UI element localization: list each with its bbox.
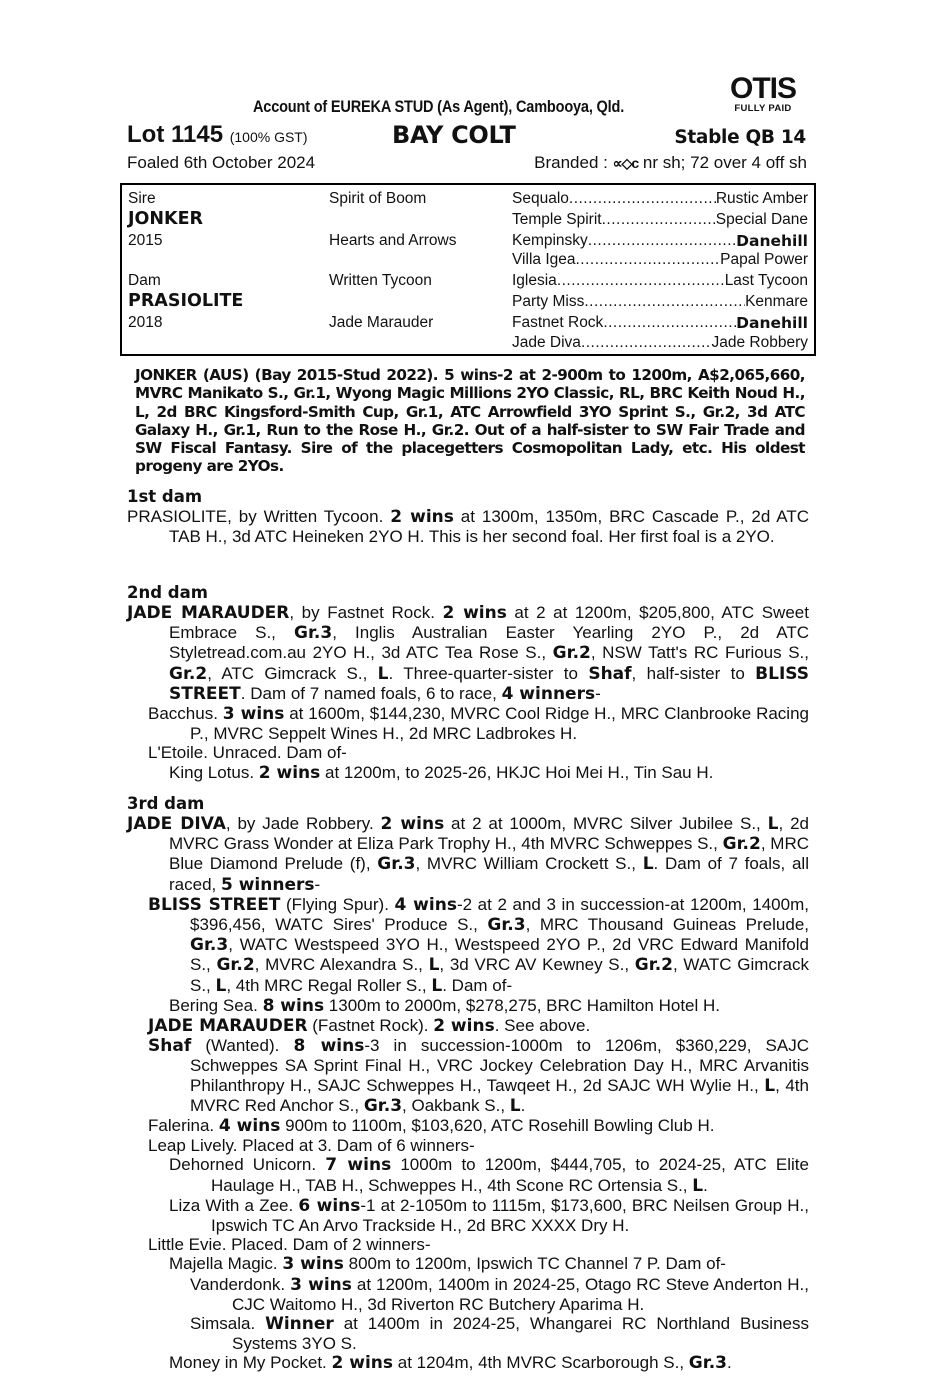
section-heading: 2nd dam bbox=[127, 583, 208, 602]
dam-name: JADE MARAUDER bbox=[127, 603, 290, 623]
stable-location: Stable QB 14 bbox=[674, 127, 806, 148]
race-grade: L bbox=[764, 1075, 776, 1096]
progeny-record: JADE MARAUDER (Fastnet Rock). 2 wins. See above. bbox=[148, 1016, 591, 1037]
third-dam-section bbox=[127, 794, 809, 1374]
race-grade: L bbox=[428, 955, 440, 976]
sire-label: Sire bbox=[128, 190, 156, 207]
granddam-sire: Special Dane bbox=[715, 211, 808, 228]
lot-number bbox=[127, 121, 308, 149]
second-dam-record: JADE MARAUDER, by Fastnet Rock. 2 wins at 2 at 1200m, $205,800, ATC Sweet Embrace S., Gr.3, Inglis Australian Easter Yearling 2YO P., 2d ATC Styletread.com.au 2YO H., 3d ATC Tea Rose S., Gr.2, NSW Tatt's RC Furious S., Gr.2, ATC Gimcrack S., L. Three-quarter-sister to Shaf, half-sister to BLISS STREET. Dam of 7 named foals, 6 to race, 4 winners- bbox=[127, 603, 810, 704]
lot-label: Lot 1145 bbox=[127, 121, 224, 148]
granddam: Jade Diva bbox=[512, 334, 581, 351]
grandsire-sire: Last Tycoon bbox=[724, 272, 808, 289]
race-grade: L bbox=[377, 663, 389, 684]
grandparent-row bbox=[512, 271, 808, 291]
granddam: Villa Igea bbox=[512, 251, 576, 268]
wins-count: 4 wins bbox=[394, 894, 457, 915]
leader-dots bbox=[588, 231, 736, 251]
race-grade: Gr.3 bbox=[688, 1353, 727, 1374]
leader-dots bbox=[581, 333, 712, 353]
grandparent-row bbox=[512, 250, 808, 270]
progeny-record: Bering Sea. 8 wins 1300m to 2000m, $278,275, BRC Hamilton Hotel H. bbox=[169, 995, 721, 1016]
race-grade: L bbox=[692, 1175, 704, 1196]
sire-name: JONKER bbox=[128, 209, 204, 229]
leader-dots bbox=[603, 313, 736, 333]
pedigree-table bbox=[120, 183, 816, 356]
grandparent-row bbox=[512, 231, 808, 251]
race-grade: Gr.2 bbox=[722, 834, 761, 855]
wins-count: 8 wins bbox=[262, 995, 325, 1016]
granddam: Party Miss bbox=[512, 293, 585, 310]
race-grade: Gr.2 bbox=[216, 955, 255, 976]
foaled-date: Foaled 6th October 2024 bbox=[127, 153, 316, 172]
dam-sire: Written Tycoon bbox=[329, 272, 432, 289]
horse-name: BLISS STREET bbox=[148, 894, 281, 915]
progeny-record: King Lotus. 2 wins at 1200m, to 2025-26, HKJC Hoi Mei H., Tin Sau H. bbox=[169, 762, 714, 783]
third-dam-record: JADE DIVA, by Jade Robbery. 2 wins at 2 at 1000m, MVRC Silver Jubilee S., L, 2d MVRC Grass Wonder at Eliza Park Trophy H., 4th MVRC Schweppes S., Gr.2, MRC Blue Diamond Prelude (f), Gr.3, MVRC William Crockett S., L. Dam of 7 foals, all raced, 5 winners- bbox=[127, 814, 809, 895]
race-grade: Gr.2 bbox=[169, 663, 208, 684]
wins-count: 2 wins bbox=[258, 762, 321, 783]
otis-logo-mark: OTIS bbox=[729, 72, 796, 105]
horse-sex-colour: BAY COLT bbox=[392, 121, 516, 149]
brand-mark-icon: ∝◇c bbox=[612, 155, 639, 171]
horse-name: Shaf bbox=[148, 1036, 192, 1057]
race-grade: Gr.3 bbox=[190, 935, 229, 956]
progeny-record: Simsala. Winner at 1400m in 2024-25, Whangarei RC Northland Business Systems 3YO S. bbox=[190, 1314, 809, 1354]
progeny-record: Bacchus. 3 wins at 1600m, $144,230, MVRC Cool Ridge H., MRC Clanbrooke Racing P., MVRC Seppelt Wines H., 2d MRC Ladbrokes H. bbox=[148, 704, 809, 744]
granddam: Temple Spirit bbox=[512, 211, 602, 228]
wins-count: 3 wins bbox=[282, 1254, 344, 1275]
grandparent-row bbox=[512, 210, 808, 230]
second-dam-section bbox=[127, 583, 809, 783]
dam-label: Dam bbox=[128, 272, 161, 289]
vendor-account: Account of EUREKA STUD (As Agent), Cambooya, Qld. bbox=[253, 98, 625, 116]
race-grade: Gr.3 bbox=[487, 915, 526, 936]
grandsire-sire: Rustic Amber bbox=[715, 190, 808, 207]
wins-count: 2 wins bbox=[390, 507, 454, 527]
horse-name: Shaf bbox=[588, 663, 632, 684]
branded-detail: nr sh; 72 over 4 off sh bbox=[642, 153, 807, 172]
section-heading: 1st dam bbox=[127, 487, 203, 506]
wins-count: 7 wins bbox=[325, 1155, 392, 1176]
race-grade: Gr.2 bbox=[552, 643, 591, 664]
race-grade: L bbox=[509, 1095, 521, 1116]
grandparent-row bbox=[512, 313, 808, 333]
winners-count: 4 winners bbox=[501, 683, 596, 704]
progeny-record: Falerina. 4 wins 900m to 1100m, $103,620, ATC Rosehill Bowling Club H. bbox=[148, 1116, 715, 1137]
dam-year: 2018 bbox=[128, 314, 163, 331]
sire-year: 2015 bbox=[128, 232, 163, 249]
horse-name: JADE MARAUDER bbox=[148, 1016, 308, 1037]
brand-description bbox=[534, 153, 807, 173]
progeny-record: Vanderdonk. 3 wins at 1200m, 1400m in 2024-25, Otago RC Steve Anderton H., CJC Waitomo H., 3d Riverton RC Butchery Aparima H. bbox=[190, 1274, 809, 1314]
grandsire: Sequalo bbox=[512, 190, 569, 207]
wins-count: 2 wins bbox=[380, 814, 445, 834]
leader-dots bbox=[602, 210, 716, 230]
text: at 1300m, 1350m, BRC Cascade P., 2d ATC TAB H., 3d ATC Heineken 2YO H. This is her second foal. Her first foal is a 2YO. bbox=[169, 507, 809, 547]
first-dam-record bbox=[127, 507, 809, 546]
otis-fully-paid-label: FULLY PAID bbox=[734, 103, 792, 114]
progeny-record: Little Evie. Placed. Dam of 2 winners- bbox=[148, 1235, 431, 1255]
branded-label: Branded : bbox=[534, 153, 613, 172]
section-heading: 3rd dam bbox=[127, 794, 205, 813]
race-grade: L bbox=[431, 975, 443, 996]
race-grade: Gr.3 bbox=[377, 854, 416, 875]
winners-count: 5 winners bbox=[220, 874, 315, 895]
grandsire: Kempinsky bbox=[512, 232, 588, 249]
granddam-sire: Papal Power bbox=[720, 251, 808, 268]
wins-count: 2 wins bbox=[331, 1353, 394, 1374]
first-dam-section bbox=[127, 487, 809, 546]
grandsire: Iglesia bbox=[512, 272, 557, 289]
otis-logo bbox=[720, 74, 806, 114]
leader-dots bbox=[575, 250, 720, 270]
grandparent-row bbox=[512, 333, 808, 353]
wins-count: 4 wins bbox=[218, 1116, 281, 1137]
wins-count: 3 wins bbox=[290, 1274, 352, 1295]
wins-count: 8 wins bbox=[293, 1036, 365, 1057]
leader-dots bbox=[557, 271, 725, 291]
wins-count: 2 wins bbox=[442, 603, 507, 623]
sire-sire: Spirit of Boom bbox=[329, 190, 427, 207]
grandsire-sire: Danehill bbox=[736, 314, 808, 332]
race-grade: L bbox=[642, 854, 654, 875]
leader-dots bbox=[584, 292, 745, 312]
grandsire-sire: Danehill bbox=[736, 232, 808, 250]
dam-name: PRASIOLITE bbox=[128, 291, 244, 311]
granddam-sire: Kenmare bbox=[745, 293, 808, 310]
dam-dam: Jade Marauder bbox=[329, 314, 434, 331]
race-grade: Gr.3 bbox=[294, 623, 333, 644]
wins-count: 6 wins bbox=[298, 1195, 361, 1216]
wins-count: 3 wins bbox=[222, 704, 285, 725]
progeny-record: Shaf (Wanted). 8 wins-3 in succession-1000m to 1206m, $360,229, SAJC Schweppes SA Sprint Final H., VRC Jockey Celebration Day H., MRC Arvanitis Philanthropy H., SAJC Schweppes H., Tawqeet H., 2d SAJC WH Wylie H., L, 4th MVRC Red Anchor S., Gr.3, Oakbank S., L. bbox=[148, 1036, 809, 1116]
horse-name: BLISS STREET bbox=[169, 663, 809, 704]
grandsire: Fastnet Rock bbox=[512, 314, 604, 331]
progeny-record: Liza With a Zee. 6 wins-1 at 2-1050m to 1115m, $173,600, BRC Neilsen Group H., Ipswich TC An Arvo Trackside H., 2d BRC XXXX Dry H. bbox=[169, 1195, 809, 1236]
wins-count: Winner bbox=[265, 1314, 334, 1335]
race-grade: L bbox=[215, 975, 227, 996]
progeny-record: Money in My Pocket. 2 wins at 1204m, 4th MVRC Scarborough S., Gr.3. bbox=[169, 1353, 732, 1374]
progeny-record: Majella Magic. 3 wins 800m to 1200m, Ipswich TC Channel 7 P. Dam of- bbox=[169, 1254, 726, 1275]
progeny-record: BLISS STREET (Flying Spur). 4 wins-2 at 2 and 3 in succession-at 1200m, 1400m, $396,456, WATC Sires' Produce S., Gr.3, MRC Thousand Guineas Prelude, Gr.3, WATC Westspeed 3YO H., Westspeed 2YO P., 2d VRC Edward Manifold S., Gr.2, MVRC Alexandra S., L, 3d VRC AV Kewney S., Gr.2, WATC Gimcrack S., L, 4th MRC Regal Roller S., L. Dam of- bbox=[148, 894, 809, 996]
progeny-record: Leap Lively. Placed at 3. Dam of 6 winners- bbox=[148, 1136, 475, 1156]
sire-summary: JONKER (AUS) (Bay 2015-Stud 2022). 5 wins-2 at 2-900m to 1200m, A$2,065,660, MVRC Manikato S., Gr.1, Wyong Magic Millions 2YO Classic, RL, BRC Keith Noud H., L, 2d BRC Kingsford-Smith Cup, Gr.1, ATC Arrowfield 3YO Sprint S., Gr.2, 3d ATC Galaxy H., Gr.1, Run to the Rose H., Gr.2. Out of a half-sister to SW Fair Trade and SW Fiscal Fantasy. Sire of the placegetters Cosmopolitan Lady, etc. His oldest progeny are 2YOs. bbox=[135, 366, 805, 476]
race-grade: L bbox=[767, 814, 779, 834]
granddam-sire: Jade Robbery bbox=[711, 334, 808, 351]
progeny-record: Dehorned Unicorn. 7 wins 1000m to 1200m, $444,705, to 2024-25, ATC Elite Haulage H., TAB H., Schweppes H., 4th Scone RC Ortensia S., L. bbox=[169, 1155, 809, 1196]
race-grade: Gr.2 bbox=[634, 955, 673, 976]
wins-count: 2 wins bbox=[433, 1016, 495, 1037]
grandparent-row bbox=[512, 189, 808, 209]
progeny-record: L'Etoile. Unraced. Dam of- bbox=[148, 743, 347, 763]
leader-dots bbox=[569, 189, 716, 209]
text: PRASIOLITE, by Written Tycoon. bbox=[127, 507, 391, 526]
dam-name: JADE DIVA bbox=[127, 814, 226, 834]
gst-note: (100% GST) bbox=[229, 129, 308, 145]
sire-dam: Hearts and Arrows bbox=[329, 232, 457, 249]
race-grade: Gr.3 bbox=[363, 1095, 403, 1116]
grandparent-row bbox=[512, 292, 808, 312]
